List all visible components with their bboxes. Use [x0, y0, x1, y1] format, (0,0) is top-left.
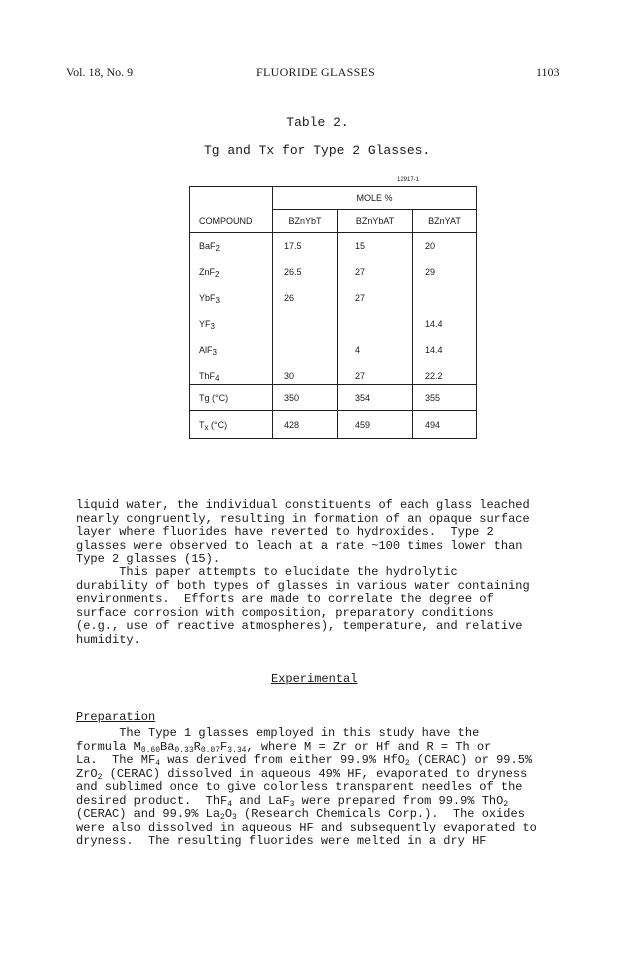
table-cell: 22.2: [425, 371, 443, 381]
table-cell: 459: [338, 411, 413, 439]
table-cell: [284, 344, 337, 370]
values-bznybt: [273, 233, 338, 385]
table-cell: 355: [413, 385, 477, 411]
column-header-bznybat: BZnYbAT: [338, 210, 413, 233]
text-line: (e.g., use of reactive atmospheres), temperature, and relative: [76, 619, 523, 633]
compound-znf2: ZnF$_2$: [199, 267, 220, 279]
compound-column-header: COMPOUND: [190, 210, 273, 233]
text-line: and sublimed once to give colorless transparent needles of the: [76, 780, 523, 794]
table-cell: 27: [355, 267, 366, 277]
subsection-heading-preparation: Preparation: [76, 710, 156, 724]
text-line: The Type 1 glasses employed in this study have the: [76, 726, 480, 740]
paragraph-purpose: [76, 566, 576, 647]
paragraph-intro-end: [76, 499, 576, 567]
column-header-bznyat: BZnYAT: [413, 210, 477, 233]
text-line: ZrO$_2$ (CERAC) dissolved in aqueous 49% HF, evaporated to dryness: [76, 766, 528, 782]
text-line: surface corrosion with composition, preparatory conditions: [76, 605, 494, 620]
table-cell: 20: [425, 241, 436, 251]
table-subtitle: Tg and Tx for Type 2 Glasses.: [204, 143, 431, 158]
paragraph-preparation: [76, 727, 596, 849]
figure-code: 12917-1: [397, 177, 420, 183]
table-cell: 17.5: [284, 241, 302, 251]
text-line: glasses were observed to leach at a rate ~100 times lower than: [76, 538, 523, 553]
table-cell: 14.4: [425, 345, 443, 355]
tg-label: Tg (°C): [190, 385, 273, 411]
table-cell: [284, 318, 337, 344]
compound-baf2: BaF$_2$: [199, 241, 220, 253]
text-line: dryness. The resulting fluorides were melted in a dry HF: [76, 834, 487, 848]
compound-yf3: $YF_3$: [199, 319, 215, 331]
compound-thf4: ThF$_4$: [199, 371, 220, 383]
table-cell: 15: [355, 241, 366, 251]
text-line: layer where fluorides have reverted to hydroxides. Type 2: [76, 525, 494, 539]
text-line: Type 2 glasses (15).: [76, 552, 221, 566]
compound-ybf3: YbF$_3$: [199, 293, 220, 305]
text-line: This paper attempts to elucidate the hydrolytic: [76, 565, 458, 579]
text-line: desired product. ThF$_4$ and LaF$_3$ were prepared from 99.9% ThO$_2$: [76, 793, 509, 809]
table-cell: 26: [284, 293, 295, 303]
column-header-bznybt: BZnYbT: [273, 210, 338, 233]
text-line: durability of both types of glasses in various water containing: [76, 578, 530, 593]
tx-label: $T_x$ (°C): [190, 411, 273, 439]
table-cell: 29: [425, 267, 436, 277]
section-heading-experimental: Experimental: [271, 672, 358, 686]
text-line: La. The $MF_4$ was derived from either 99.9% HfO$_2$ (CERAC) or 99.5%: [76, 753, 533, 768]
text-line: (CERAC) and 99.9% $La_2O_3$ (Research Chemicals Corp.). The oxides: [76, 807, 525, 822]
text-line: environments. Efforts are made to correlate the degree of: [76, 592, 494, 606]
table-cell: 428: [273, 411, 338, 439]
table-cell: 26.5: [284, 267, 302, 277]
values-bznyat: [413, 233, 477, 385]
table-corner: [190, 187, 273, 210]
table-cell: 30: [284, 371, 295, 381]
compound-names-cell: [190, 233, 273, 385]
compound-alf3: AlF$_3$: [199, 345, 217, 357]
table-title: Table 2.: [286, 115, 349, 130]
text-line: formula $M_{0.60}Ba_{0.33}R_{0.07}F_{3.34}$, where M = Zr or Hf and R = Th or: [76, 739, 492, 755]
text-line: nearly congruently, resulting in formation of an opaque surface: [76, 511, 530, 526]
table-cell: 14.4: [425, 319, 443, 329]
table-cell: 4: [355, 345, 361, 355]
table-cell: 354: [338, 385, 413, 411]
values-bznybat: [338, 233, 413, 385]
text-line: were also dissolved in aqueous HF and subsequently evaporated to: [76, 820, 537, 835]
table-cell: 27: [355, 293, 366, 303]
running-title: FLUORIDE GLASSES: [256, 65, 376, 79]
text-line: liquid water, the individual constituents of each glass leached: [76, 498, 530, 512]
text-line: humidity.: [76, 632, 141, 647]
mole-percent-header: MOLE %: [273, 187, 477, 210]
page-number: 1103: [536, 65, 560, 79]
table-cell: 350: [273, 385, 338, 411]
table-cell: 27: [355, 371, 366, 381]
journal-volume: Vol. 18, No. 9: [66, 65, 134, 79]
table-cell: [355, 318, 412, 344]
table-cell: [425, 292, 476, 318]
glass-composition-table: [189, 186, 477, 439]
table-cell: 494: [413, 411, 477, 439]
